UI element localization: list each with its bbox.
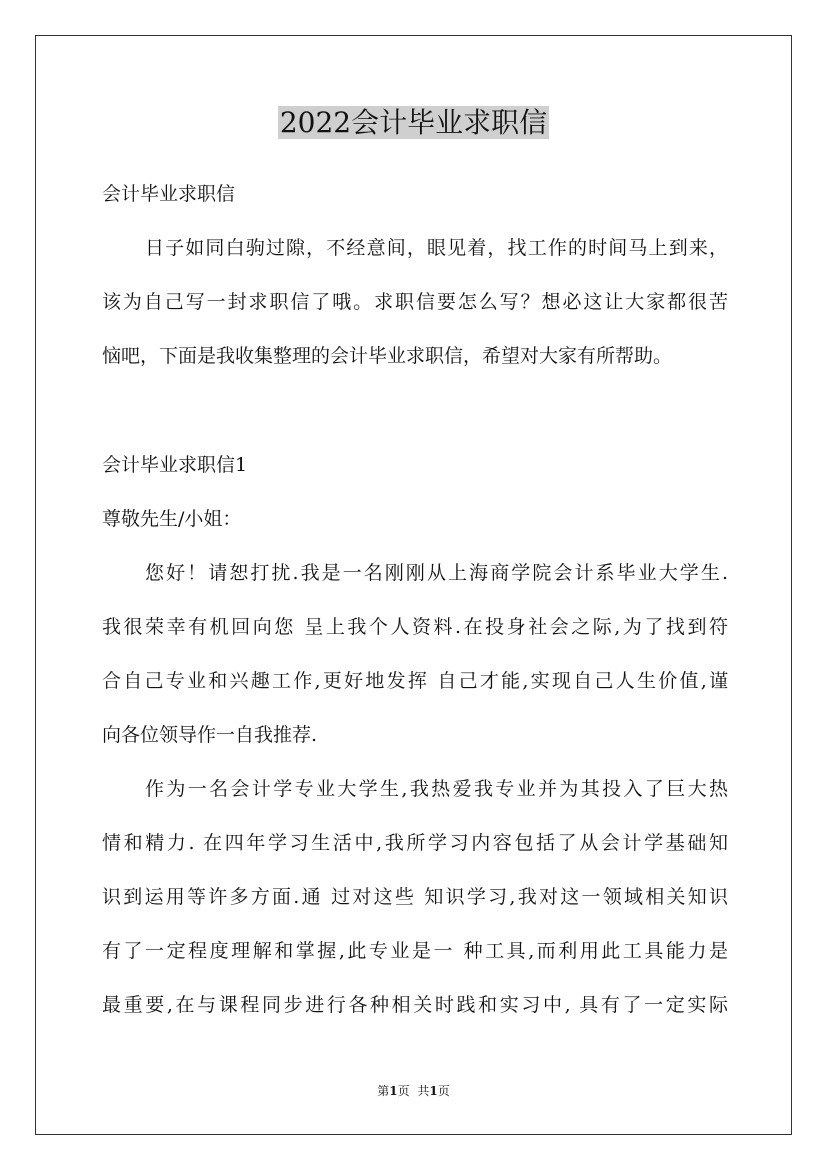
paragraph2-line-1: 作为一名会计学专业大学生,我热爱我专业并为其投入了巨大热 [145, 778, 728, 800]
intro-line-1: 日子如同白驹过隙，不经意间，眼见着，找工作的时间马上到来， [145, 237, 728, 259]
section-title: 会计毕业求职信1 [102, 454, 248, 476]
footer-page-prefix: 第 [377, 1084, 390, 1098]
footer-page-total: 1 [429, 1084, 438, 1098]
intro-line-3: 恼吧，下面是我收集整理的会计毕业求职信，希望对大家有所帮助。 [102, 345, 673, 367]
paragraph1-line-2: 我很荣幸有机回向您 呈上我个人资料.在投身社会之际,为了找到符 [102, 616, 728, 638]
paragraph2-line-2: 情和精力. 在四年学习生活中,我所学习内容包括了从会计学基础知 [102, 832, 728, 854]
footer-total-suffix: 页 [437, 1084, 450, 1098]
document-title-text: 2022会计毕业求职信 [279, 106, 548, 139]
footer-page-current: 1 [389, 1084, 398, 1098]
paragraph2-line-5: 最重要,在与课程同步进行各种相关时践和实习中, 具有了一定实际 [102, 994, 728, 1016]
salutation: 尊敬先生/小姐： [102, 508, 242, 530]
footer-total-prefix: 共 [417, 1084, 430, 1098]
document-title [0, 103, 827, 143]
paragraph2-line-4: 有了一定程度理解和掌握,此专业是一 种工具,而利用此工具能力是 [102, 940, 728, 962]
page-footer [0, 1083, 827, 1099]
intro-line-2: 该为自己写一封求职信了哦。求职信要怎么写？想必这让大家都很苦 [102, 291, 728, 313]
footer-page-suffix: 页 [397, 1084, 410, 1098]
paragraph1-line-1: 您好！请恕打扰.我是一名刚刚从上海商学院会计系毕业大学生. [145, 562, 728, 584]
subheading: 会计毕业求职信 [102, 183, 236, 205]
paragraph2-line-3: 识到运用等许多方面.通 过对这些 知识学习,我对这一领域相关知识 [102, 886, 728, 908]
paragraph1-line-4: 向各位领导作一自我推荐. [102, 724, 318, 746]
paragraph1-line-3: 合自己专业和兴趣工作,更好地发挥 自己才能,实现自己人生价值,谨 [102, 670, 728, 692]
